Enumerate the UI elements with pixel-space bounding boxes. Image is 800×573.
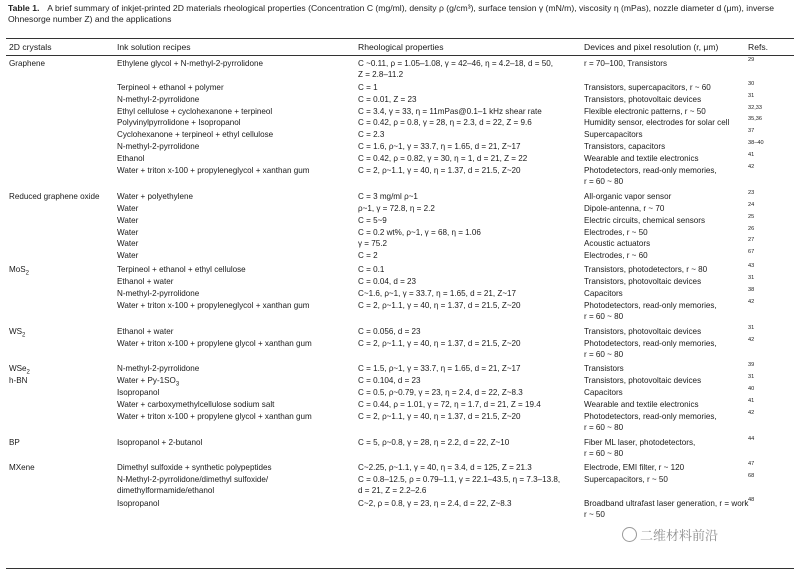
recipe-cell: Water + polyethylene [117,191,193,201]
recipe-cell: Water + triton x-100 + propyleneglycol + xanthan gum [117,166,310,176]
recipe-cell: Isopropanol [117,499,160,509]
recipe-cell: Ethylene glycol + N-methyl-2-pyrrolidone [117,59,263,68]
device-cell: Photodetectors, read-only memories, r = 60 ~ 80 [584,338,717,359]
table-row [0,299,800,323]
rheology-cell: C = 2, ρ~1.1, γ = 40, η = 1.37, d = 21.5, Z~20 [358,411,521,421]
device-cell: Photodetectors, read-only memories, r = 60 ~ 80 [584,300,717,321]
rheology-cell: C = 2, ρ~1.1, γ = 40, η = 1.37, d = 21.5, Z~20 [358,338,521,348]
ref-cell: 35,36 [748,116,762,123]
recipe-cell: Water + triton x-100 + propylene glycol + xanthan gum [117,411,312,421]
table-row [0,497,800,521]
table-row [0,128,800,140]
recipe-cell: Isopropanol [117,388,160,398]
recipe-cell: N-methyl-2-pyrrolidone [117,94,200,104]
device-cell: Flexible electronic patterns, r ~ 50 [584,106,706,116]
device-cell: Electrodes, r ~ 60 [584,251,648,261]
ref-cell: 27 [748,237,755,244]
table-row [0,374,800,386]
table-row [0,386,800,398]
ref-cell: 24 [748,201,755,208]
rheology-cell: C = 0.42, ρ = 0.82, γ = 30, η = 1, d = 21, Z = 22 [358,154,528,164]
recipe-cell: Water + triton x-100 + propyleneglycol + xanthan gum [117,300,310,310]
device-cell: Transistors, photovoltaic devices [584,94,702,104]
rheology-cell: C = 0.2 wt%, ρ~1, γ = 68, η = 1.06 [358,227,481,237]
crystal-cell: $WS_2$ [9,326,26,339]
rheology-cell: ρ~1, γ = 72.8, η = 2.2 [358,203,435,213]
device-cell: Transistors, photovoltaic devices [584,277,702,287]
crystal-cell: Graphene [9,59,45,68]
table-row [0,152,800,164]
device-cell: Transistors, photovoltaic devices [584,326,702,336]
rheology-cell: C = 0.056, d = 23 [358,326,421,336]
device-cell: Electric circuits, chemical sensors [584,215,705,225]
rheology-cell: C = 3.4, γ = 33, η = 11mPas@0.1–1 kHz shear rate [358,106,542,116]
table-row [0,202,800,214]
ref-cell: 38–40 [748,140,764,147]
recipe-cell: Cyclohexanone + terpineol + ethyl cellulose [117,130,274,140]
rheology-cell: C = 0.01, Z = 23 [358,94,417,104]
ref-cell: 39 [748,362,755,369]
header-ink-recipes: Ink solution recipes [117,42,191,52]
device-cell: Supercapacitors [584,130,643,140]
rheology-cell: C = 0.44, ρ = 1.01, γ = 72, η = 1.7, d = 21, Z = 19.4 [358,400,541,409]
table-row [0,263,800,275]
caption-text: A brief summary of inkjet-printed 2D materials rheological properties (Concentration C (mg/ml), density ρ (g/cm³), surface tension γ (mN/m), viscosity η (mPas), nozzle diameter d (μm), inverse Ohnesorge number Z) and the applications [8,3,774,24]
ref-cell: 47 [748,461,755,468]
device-cell: Fiber ML laser, photodetectors, r = 60 ~ 80 [584,437,696,458]
ref-cell: 38 [748,286,755,293]
table-row [0,81,800,93]
table-row [0,237,800,249]
recipe-cell: Ethanol + water [117,326,174,336]
recipe-cell: Water [117,227,139,237]
recipe-cell: Ethanol + water [117,277,174,287]
recipe-cell: Water + triton x-100 + propylene glycol + xanthan gum [117,338,312,348]
ref-cell: 29 [748,57,755,63]
table-header-row [0,38,800,55]
table-row [0,436,800,460]
header-devices: Devices and pixel resolution (r, μm) [584,42,719,52]
device-cell: Humidity sensor, electrodes for solar cell [584,118,730,128]
table-row [0,105,800,117]
device-cell: Transistors, supercapacitors, r ~ 60 [584,82,711,92]
ref-cell: 67 [748,249,755,256]
rheology-cell: C = 0.104, d = 23 [358,376,421,386]
device-cell: Photodetectors, read-only memories, r = 60 ~ 80 [584,166,717,187]
header-refs: Refs. [748,42,769,52]
rheology-cell: C = 5, ρ~0.8, γ = 28, η = 2.2, d = 22, Z~10 [358,437,510,447]
header-rule [6,55,794,56]
table-row [0,275,800,287]
device-cell: Broadband ultrafast laser generation, r = work r ~ 50 [584,499,749,520]
table-row [0,461,800,473]
device-cell: Supercapacitors, r ~ 50 [584,475,668,485]
recipe-cell: Water [117,203,139,213]
ref-cell: 43 [748,263,755,270]
bottom-rule [6,568,794,569]
table-row [0,140,800,152]
crystal-cell: MoS$_2$ [9,265,29,277]
device-cell: Transistors [584,364,624,374]
ref-cell: 32,33 [748,104,762,111]
ref-cell: 31 [748,374,755,381]
crystal-cell: WSe$_2$ [9,364,30,376]
rheology-cell: C = 1.5, ρ~1, γ = 33.7, η = 1.65, d = 21, Z~17 [358,364,521,374]
recipe-cell: Water [117,215,139,225]
device-cell: Electrodes, r ~ 50 [584,227,648,237]
crystal-cell: MXene [9,463,35,473]
rheology-cell: C = 2, ρ~1.1, γ = 40, η = 1.37, d = 21.5, Z~20 [358,300,521,310]
ref-cell: 37 [748,128,755,135]
table-row [0,249,800,261]
header-2d-crystals: 2D crystals [9,42,52,52]
ref-cell: 42 [748,164,755,171]
ref-cell: 42 [748,409,755,416]
device-cell: Wearable and textile electronics [584,154,699,164]
table-row [0,337,800,361]
device-cell: Electrode, EMI filter, r ~ 120 [584,463,685,473]
crystal-cell: BP [9,437,20,447]
rheology-cell: C = 1 [358,82,378,92]
ref-cell: 41 [748,398,755,404]
ref-cell: 25 [748,213,755,220]
rheology-cell: C = 3 mg/ml ρ~1 [358,191,418,201]
wechat-logo-icon [622,527,637,542]
device-cell: All-organic vapor sensor [584,191,672,201]
ref-cell: 31 [748,92,755,99]
recipe-cell: N-methyl-2-pyrrolidone [117,142,200,152]
recipe-cell: Polyvinylpyrrolidone + Isopropanol [117,118,241,128]
ref-cell: 41 [748,152,755,159]
recipe-cell: Water [117,239,139,249]
device-cell: Transistors, capacitors [584,142,666,152]
table-row [0,57,800,81]
rheology-cell: C = 0.1 [358,265,385,275]
recipe-cell: Isopropanol + 2-butanol [117,437,203,447]
ref-cell: 30 [748,80,755,87]
ref-cell: 42 [748,336,755,343]
device-cell: Photodetectors, read-only memories, r = 60 ~ 80 [584,411,717,432]
recipe-cell: Dimethyl sulfoxide + synthetic polypeptides [117,463,272,473]
device-cell: Dipole-antenna, r ~ 70 [584,203,665,213]
rheology-cell: C = 2.3 [358,130,385,140]
rheology-cell: C = 1.6, ρ~1, γ = 33.7, η = 1.65, d = 21, Z~17 [358,142,521,152]
recipe-cell: Water [117,251,139,261]
ref-cell: 44 [748,435,755,442]
rheology-cell: C = 2 [358,251,378,261]
ref-cell: 31 [748,275,755,282]
rheology-cell: C~1.6, ρ~1, γ = 33.7, η = 1.65, d = 21, Z~17 [358,288,517,298]
recipe-cell: Water + $Py-1SO_3$ [117,376,180,388]
ref-cell: 68 [748,473,755,480]
ref-cell: 31 [748,324,755,331]
device-cell: Capacitors [584,288,623,298]
rheology-cell: C = 0.8–12.5, ρ = 0.79–1.1, γ = 22.1–43.5, η = 7.3–13.8, d = 21, Z = 2.2–2.6 [358,475,561,496]
rheology-cell: C = 0.04, d = 23 [358,277,417,287]
table-body [0,57,800,521]
crystal-cell: Reduced graphene oxide [9,191,100,201]
device-cell: Transistors, photodetectors, r ~ 80 [584,265,708,275]
table-row [0,164,800,188]
table-row [0,287,800,299]
table-row [0,226,800,238]
recipe-cell: Terpineol + ethanol + polymer [117,82,224,92]
table-caption [8,3,794,25]
table-row [0,214,800,226]
table-row [0,473,800,497]
device-cell: Wearable and textile electronics [584,400,699,409]
table-row [0,116,800,128]
recipe-cell: N-methyl-2-pyrrolidone [117,364,200,374]
table-row [0,410,800,434]
ref-cell: 40 [748,386,755,393]
watermark: 二维材料前沿 [622,525,718,544]
ref-cell: 48 [748,497,755,504]
rheology-cell: C = 2, ρ~1.1, γ = 40, η = 1.37, d = 21.5, Z~20 [358,166,521,176]
table-row [0,190,800,202]
device-cell: Transistors, photovoltaic devices [584,376,702,386]
device-cell: r = 70–100, Transistors [584,59,668,68]
crystal-cell: h-BN [9,376,28,386]
rheology-cell: C = 0.42, ρ = 0.8, γ = 28, η = 2.3, d = 22, Z = 9.6 [358,118,532,128]
ref-cell: 42 [748,298,755,305]
recipe-cell: Terpineol + ethanol + ethyl cellulose [117,265,246,275]
table-row [0,325,800,337]
rheology-cell: C = 5~9 [358,215,387,225]
recipe-cell: Ethanol [117,154,145,164]
device-cell: Capacitors [584,388,623,398]
table-row [0,362,800,374]
table-row [0,398,800,410]
ref-cell: 26 [748,225,755,232]
rheology-cell: C = 0.5, ρ~0.79, γ = 23, η = 2.4, d = 22, Z~8.3 [358,388,523,398]
rheology-cell: C~2, ρ = 0.8, γ = 23, η = 2.4, d = 22, Z~8.3 [358,499,512,509]
rheology-cell: C~2.25, ρ~1.1, γ = 40, η = 3.4, d = 125, Z = 21.3 [358,463,532,473]
recipe-cell: Water + carboxymethylcellulose sodium salt [117,400,275,409]
recipe-cell: N-Methyl-2-pyrrolidone/dimethyl sulfoxide/ dimethylformamide/ethanol [117,475,269,496]
ref-cell: 23 [748,189,755,196]
table-row [0,93,800,105]
recipe-cell: Ethyl cellulose + cyclohexanone + terpineol [117,106,273,116]
device-cell: Acoustic actuators [584,239,651,249]
rheology-cell: C ~0.11, ρ = 1.05–1.08, γ = 42–46, η = 4.2–18, d = 50, Z = 2.8–11.2 [358,59,554,79]
table-label: Table 1. [8,3,40,13]
rheology-cell: γ = 75.2 [358,239,388,249]
recipe-cell: N-methyl-2-pyrrolidone [117,288,200,298]
header-rheological: Rheological properties [358,42,444,52]
